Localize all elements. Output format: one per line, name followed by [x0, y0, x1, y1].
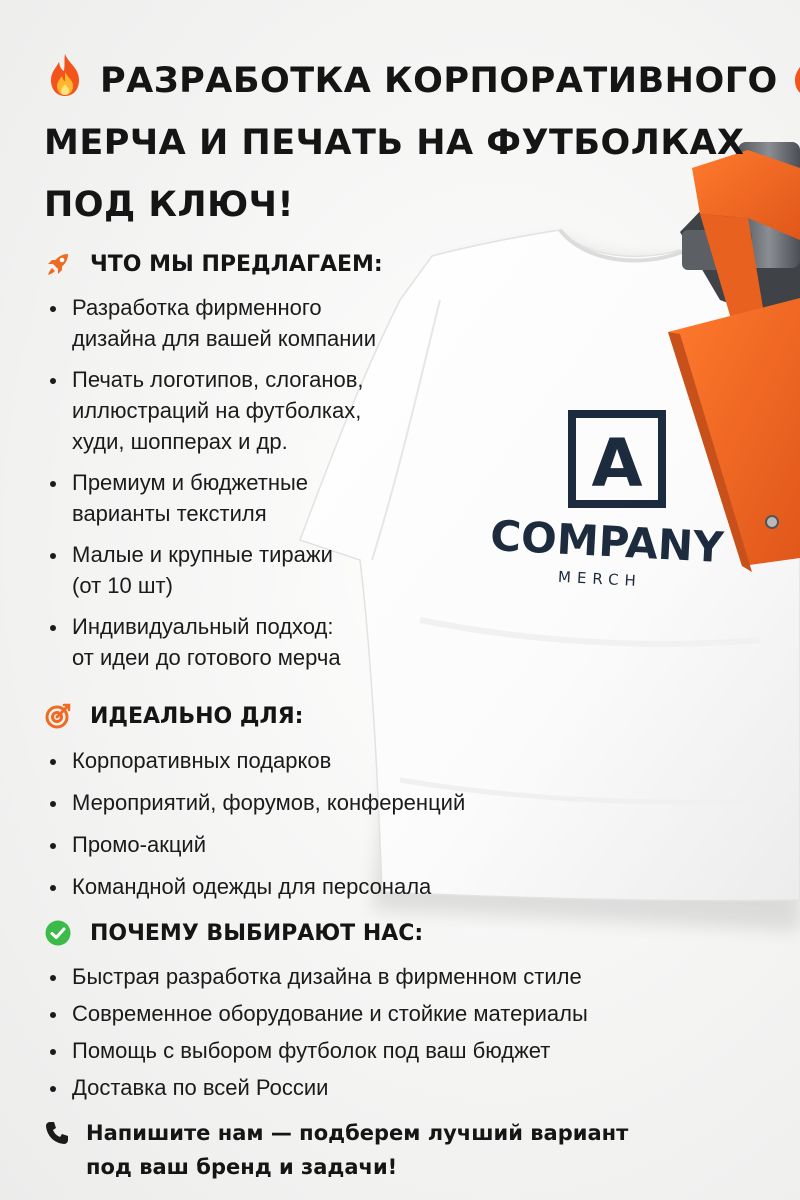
list-item: Разработка фирменного дизайна для вашей компании: [48, 292, 376, 354]
why-heading: [44, 915, 423, 951]
title-line-1: [44, 50, 784, 112]
title-line-3: ПОД КЛЮЧ!: [44, 185, 294, 225]
contact-line-2: под ваш бренд и задачи!: [86, 1155, 398, 1179]
title-line-2: МЕРЧА И ПЕЧАТЬ НА ФУТБОЛКАХ: [44, 123, 745, 163]
contact-text: [86, 1116, 628, 1184]
offer-heading: [44, 246, 383, 282]
title-text-1: РАЗРАБОТКА КОРПОРАТИВНОГО: [100, 61, 778, 101]
fire-icon: [788, 52, 800, 98]
phone-icon: [44, 1120, 70, 1146]
list-item: Малые и крупные тиражи (от 10 шт): [48, 539, 376, 601]
why-heading-label: ПОЧЕМУ ВЫБИРАЮТ НАС:: [90, 920, 424, 946]
check-circle-icon: [44, 919, 72, 947]
list-item: Современное оборудование и стойкие материалы: [48, 998, 588, 1029]
list-item: Премиум и бюджетные варианты текстиля: [48, 467, 376, 529]
why-list: [48, 961, 588, 1109]
fire-icon: [44, 52, 86, 98]
list-item: Командной одежды для персонала: [48, 871, 465, 902]
logo-letter: A: [591, 425, 643, 502]
target-icon: [44, 702, 72, 730]
list-item: Корпоративных подарков: [48, 745, 465, 776]
page-title: [44, 50, 784, 236]
ideal-heading: [44, 698, 303, 734]
ideal-list: [48, 745, 465, 913]
list-item: Индивидуальный подход: от идеи до готового мерча: [48, 611, 376, 673]
contact-callout: [44, 1116, 628, 1184]
contact-line-1: Напишите нам — подберем лучший вариант: [86, 1121, 629, 1145]
list-item: Мероприятий, форумов, конференций: [48, 787, 465, 818]
list-item: Помощь с выбором футболок под ваш бюджет: [48, 1035, 588, 1066]
list-item: Промо-акций: [48, 829, 465, 860]
list-item: Доставка по всей России: [48, 1072, 588, 1103]
ideal-heading-label: ИДЕАЛЬНО ДЛЯ:: [90, 703, 304, 729]
list-item: Быстрая разработка дизайна в фирменном стиле: [48, 961, 588, 992]
logo-merch: MERCH: [557, 567, 643, 591]
rocket-icon: [44, 250, 72, 278]
offer-heading-label: ЧТО МЫ ПРЕДЛАГАЕМ:: [90, 251, 383, 277]
offer-list: [48, 292, 376, 683]
list-item: Печать логотипов, слоганов, иллюстраций на футболках, худи, шопперах и др.: [48, 364, 376, 457]
logo-company: COMPANY: [489, 510, 725, 573]
